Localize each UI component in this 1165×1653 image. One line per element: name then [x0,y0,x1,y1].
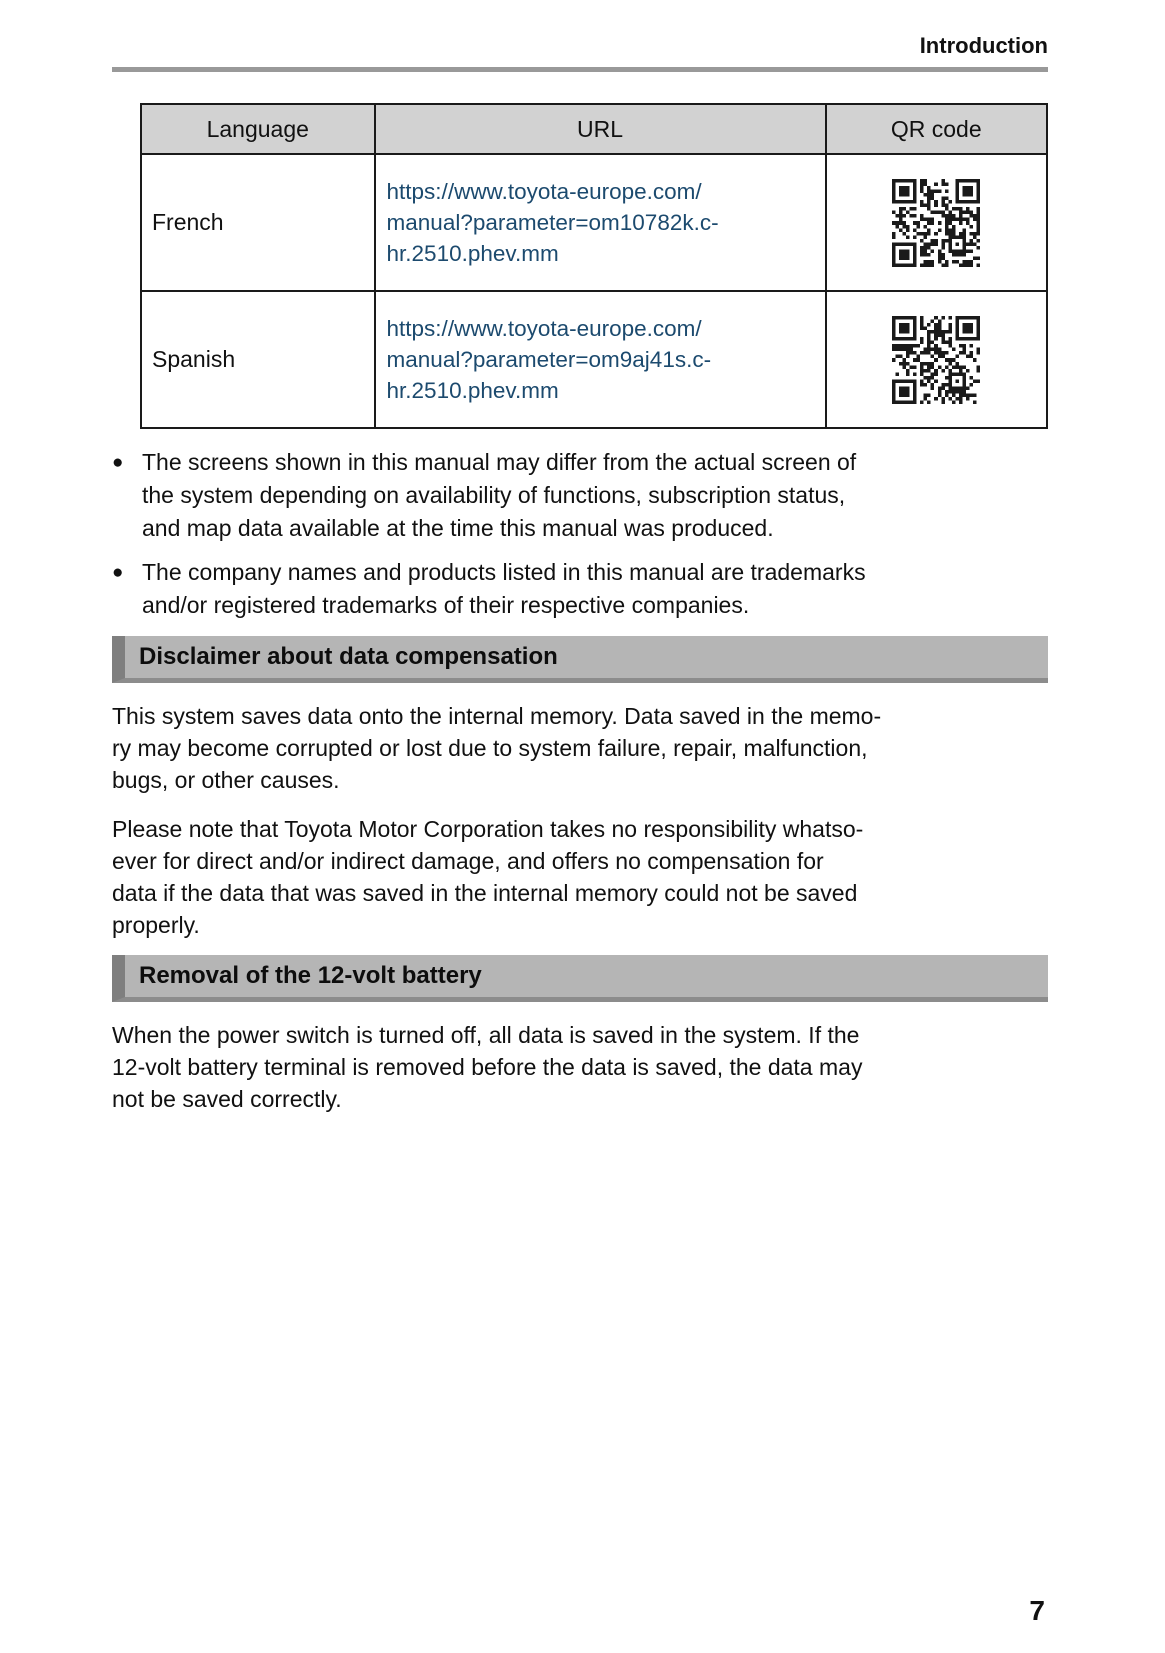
url-line: hr.2510.phev.mm [386,378,559,403]
qr-code-icon [892,316,980,404]
list-item [112,446,1048,545]
bullet-text [142,446,1048,545]
text-line: data if the data that was saved in the internal memory could not be saved [112,880,858,906]
table-row [141,291,1047,428]
page-content [112,0,1048,1115]
qr-code-icon [892,179,980,267]
paragraph [112,1019,1048,1115]
bullet-text [142,556,1048,622]
text-line: not be saved correctly. [112,1086,342,1112]
section-heading: Disclaimer about data compensation [112,636,1048,683]
text-line: 12-volt battery terminal is removed before the data is saved, the data may [112,1054,863,1080]
qr-cell [826,154,1047,291]
manual-url-link[interactable] [387,176,824,269]
language-url-table [140,103,1048,429]
url-cell [375,154,826,291]
text-line: and map data available at the time this manual was produced. [142,515,774,541]
manual-url-link[interactable] [387,313,824,406]
table-header-row [141,104,1047,154]
text-line: When the power switch is turned off, all data is saved in the system. If the [112,1022,860,1048]
text-line: the system depending on availability of functions, subscription status, [142,482,846,508]
bullet-icon: ● [112,562,124,583]
text-line: Please note that Toyota Motor Corporation takes no responsibility whatso- [112,816,864,842]
qr-cell [826,291,1047,428]
bullet-icon: ● [112,452,124,473]
col-header-language: Language [141,104,375,154]
text-line: and/or registered trademarks of their respective companies. [142,592,750,618]
text-line: This system saves data onto the internal memory. Data saved in the memo- [112,703,882,729]
table-row [141,154,1047,291]
text-line: bugs, or other causes. [112,767,340,793]
page-number: 7 [1029,1595,1045,1626]
url-cell [375,291,826,428]
url-line: manual?parameter=om9aj41s.c- [386,347,712,372]
language-cell: Spanish [141,291,375,428]
language-cell: French [141,154,375,291]
section-heading: Removal of the 12-volt battery [112,955,1048,1002]
url-line: manual?parameter=om10782k.c- [386,210,719,235]
paragraph [112,700,1048,796]
col-header-url: URL [375,104,826,154]
page-title: Introduction [919,33,1048,58]
text-line: ry may become corrupted or lost due to system failure, repair, malfunction, [112,735,868,761]
text-line: The screens shown in this manual may differ from the actual screen of [142,449,857,475]
paragraph [112,813,1048,941]
notes-list [112,446,1048,622]
text-line: ever for direct and/or indirect damage, and offers no compensation for [112,848,824,874]
col-header-qr: QR code [826,104,1047,154]
list-item [112,556,1048,622]
sections-container [112,636,1048,1115]
url-line: hr.2510.phev.mm [386,241,559,266]
text-line: The company names and products listed in this manual are trademarks [142,559,866,585]
text-line: properly. [112,912,200,938]
url-line: https://www.toyota-europe.com/ [386,179,702,204]
url-line: https://www.toyota-europe.com/ [386,316,702,341]
